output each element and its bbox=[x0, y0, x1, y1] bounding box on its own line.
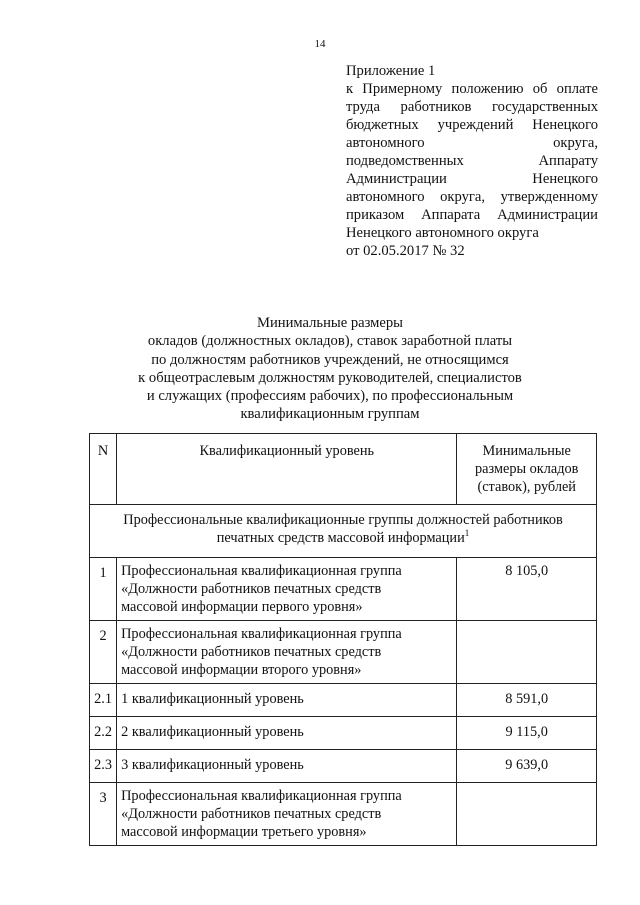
header-value-line: Минимальные bbox=[482, 443, 571, 459]
row-value: 9 115,0 bbox=[457, 717, 597, 750]
row-level: 2 квалификационный уровень bbox=[117, 717, 457, 750]
appendix-line: Администрации Ненецкого bbox=[346, 171, 598, 187]
header-level: Квалификационный уровень bbox=[117, 434, 457, 505]
row-number: 2.3 bbox=[90, 750, 117, 783]
row-number: 1 bbox=[90, 558, 117, 621]
row-number: 2 bbox=[90, 621, 117, 684]
appendix-line: Ненецкого автономного округа bbox=[346, 225, 539, 241]
salary-table bbox=[89, 433, 597, 846]
title-line: окладов (должностных окладов), ставок заработной платы bbox=[147, 333, 513, 350]
row-level: 3 квалификационный уровень bbox=[117, 750, 457, 783]
appendix-line: бюджетных учреждений Ненецкого bbox=[346, 117, 598, 133]
section-line: Профессиональные квалификационные группы должностей работников bbox=[123, 512, 563, 528]
footnote-marker: 1 bbox=[464, 528, 470, 539]
row-level bbox=[117, 558, 457, 621]
appendix-line: автономного округа, bbox=[346, 135, 598, 151]
header-n: N bbox=[90, 434, 117, 505]
row-number: 3 bbox=[90, 783, 117, 846]
table-row bbox=[90, 558, 597, 621]
row-level-line: «Должности работников печатных средств bbox=[121, 644, 382, 660]
section-line bbox=[98, 529, 588, 547]
appendix-line: от 02.05.2017 № 32 bbox=[346, 243, 465, 259]
row-number: 2.1 bbox=[90, 684, 117, 717]
table-row bbox=[90, 621, 597, 684]
row-value: 9 639,0 bbox=[457, 750, 597, 783]
row-level bbox=[117, 621, 457, 684]
row-level-line: Профессиональная квалификационная группа bbox=[121, 626, 402, 642]
section-line-text: печатных средств массовой информации bbox=[216, 530, 465, 546]
title-line: квалификационным группам bbox=[240, 406, 420, 423]
appendix-line: к Примерному положению об оплате bbox=[346, 81, 598, 97]
row-value: 8 105,0 bbox=[457, 558, 597, 621]
title-line: по должностям работников учреждений, не относящимся bbox=[151, 351, 509, 368]
row-level-line: массовой информации первого уровня» bbox=[121, 599, 363, 615]
header-value bbox=[457, 434, 597, 505]
appendix-line: труда работников государственных bbox=[346, 99, 598, 115]
row-level-line: массовой информации третьего уровня» bbox=[121, 824, 367, 840]
table-row bbox=[90, 750, 597, 783]
header-value-line: размеры окладов bbox=[475, 461, 579, 477]
table-row bbox=[90, 684, 597, 717]
row-level-line: массовой информации второго уровня» bbox=[121, 662, 362, 678]
table-header-row bbox=[90, 434, 597, 505]
appendix-line: подведомственных Аппарату bbox=[346, 153, 598, 169]
row-level: 1 квалификационный уровень bbox=[117, 684, 457, 717]
section-row bbox=[90, 505, 597, 558]
appendix-line: Приложение 1 bbox=[346, 63, 436, 79]
title-line: к общеотраслевым должностям руководителей, специалистов bbox=[138, 369, 522, 386]
row-value: 8 591,0 bbox=[457, 684, 597, 717]
appendix-line: автономного округа, утвержденному bbox=[346, 189, 598, 205]
document-title bbox=[60, 314, 600, 424]
table-row bbox=[90, 717, 597, 750]
row-value bbox=[457, 621, 597, 684]
title-line: и служащих (профессиям рабочих), по профессиональным bbox=[146, 388, 514, 405]
table-row bbox=[90, 783, 597, 846]
row-value bbox=[457, 783, 597, 846]
row-level-line: Профессиональная квалификационная группа bbox=[121, 788, 402, 804]
appendix-line: приказом Аппарата Администрации bbox=[346, 207, 598, 223]
page-number: 14 bbox=[314, 38, 326, 50]
row-level-line: Профессиональная квалификационная группа bbox=[121, 563, 402, 579]
row-number: 2.2 bbox=[90, 717, 117, 750]
row-level-line: «Должности работников печатных средств bbox=[121, 806, 382, 822]
row-level-line: «Должности работников печатных средств bbox=[121, 581, 382, 597]
appendix-block bbox=[346, 62, 598, 260]
header-value-line: (ставок), рублей bbox=[477, 479, 576, 495]
title-line: Минимальные размеры bbox=[257, 315, 403, 331]
row-level bbox=[117, 783, 457, 846]
section-title bbox=[90, 505, 597, 558]
